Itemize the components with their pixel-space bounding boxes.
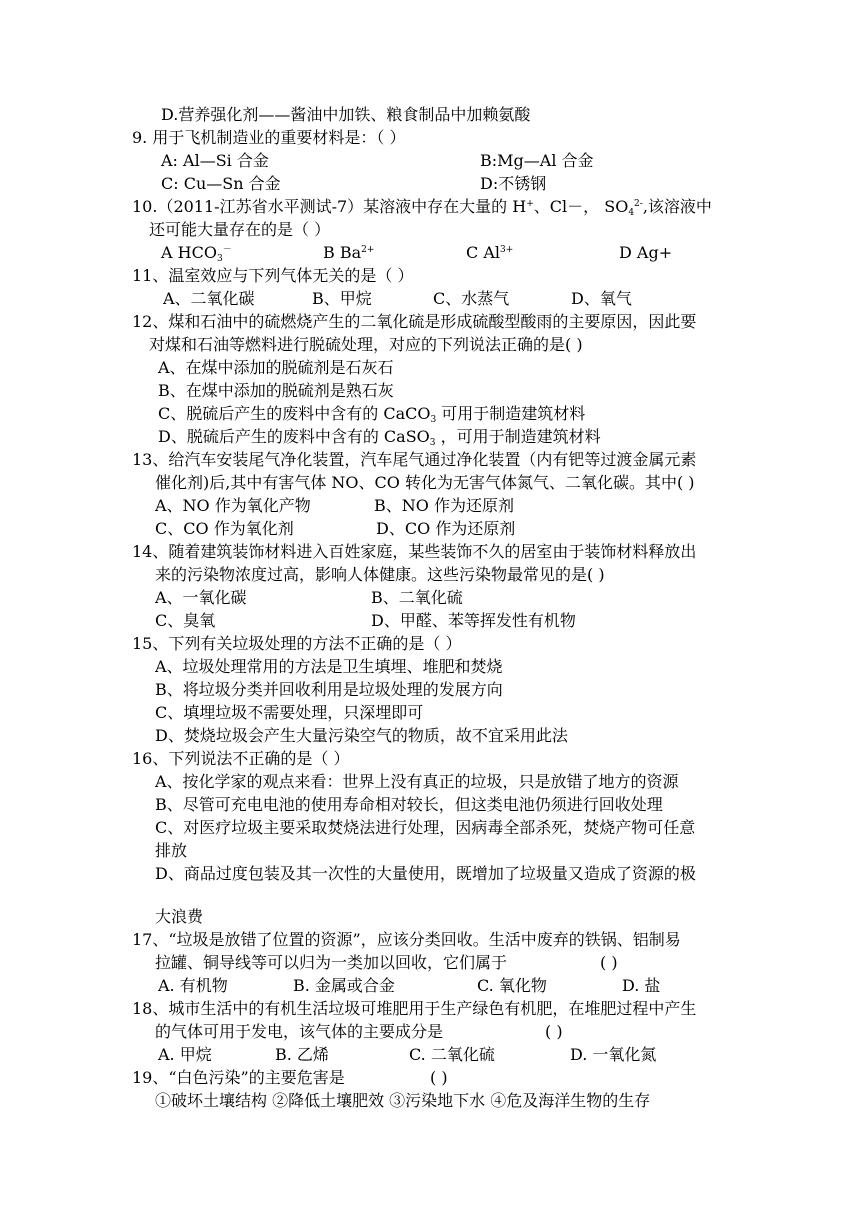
q9-stem: 9. 用于飞机制造业的重要材料是：（ ） [132, 128, 406, 147]
q19-answer-blank: ( ) [430, 1068, 448, 1087]
q16-option-d-line2: 大浪费 [155, 907, 204, 926]
q17-option-a: A. 有机物 [158, 976, 228, 995]
q11-option-a: A、二氧化碳 [163, 289, 255, 308]
q18-stem-line1: 18、城市生活中的有机生活垃圾可堆肥用于生产绿色有机肥，在堆肥过程中产生 [132, 999, 697, 1018]
q11-option-d: D、氧气 [571, 289, 632, 308]
q9-option-a: A: Al—Si 合金 [161, 151, 269, 170]
q10-option-c: C $Al^{3+}$ [466, 243, 514, 262]
q9-option-c: C: Cu—Sn 合金 [161, 174, 281, 193]
q15-option-b: B、将垃圾分类并回收利用是垃圾处理的发展方向 [155, 680, 503, 699]
q17-option-c: C. 氧化物 [477, 976, 547, 995]
q11-stem: 11、温室效应与下列气体无关的是（ ） [132, 266, 414, 285]
q15-option-d: D、焚烧垃圾会产生大量污染空气的物质，故不宜采用此法 [155, 726, 568, 745]
q12-stem-line2: 对煤和石油等燃料进行脱硫处理，对应的下列说法正确的是( ) [149, 335, 583, 354]
q13-stem-line1: 13、给汽车安装尾气净化装置，汽车尾气通过净化装置（内有钯等过渡金属元素 [132, 450, 697, 469]
q17-stem-line2: 拉罐、铜导线等可以归为一类加以回收，它们属于 [155, 953, 508, 972]
q13-option-c: C、CO 作为氧化剂 [155, 519, 294, 538]
q14-option-d: D、甲醛、苯等挥发性有机物 [371, 611, 576, 630]
q18-stem-line2: 的气体可用于发电，该气体的主要成分是 [155, 1022, 444, 1041]
q15-option-a: A、垃圾处理常用的方法是卫生填埋、堆肥和焚烧 [155, 657, 503, 676]
q19-stem: 19、“白色污染”的主要危害是 [132, 1068, 345, 1087]
q18-option-b: B. 乙烯 [275, 1045, 329, 1064]
q12-option-b: B、在煤中添加的脱硫剂是熟石灰 [158, 381, 394, 400]
q10-option-b: B $Ba^{2+}$ [323, 243, 375, 262]
q13-option-d: D、CO 作为还原剂 [376, 519, 516, 538]
q15-option-c: C、填埋垃圾不需要处理，只深埋即可 [155, 703, 424, 722]
q13-stem-line2: 催化剂)后,其中有害气体 NO、CO 转化为无害气体氮气、二氧化碳。其中( ) [155, 473, 695, 492]
q10-stem-line2: 还可能大量存在的是（ ） [149, 220, 331, 239]
q10-option-d: D Ag+ [619, 243, 673, 262]
q19-options: ①破坏土壤结构 ②降低土壤肥效 ③污染地下水 ④危及海洋生物的生存 [155, 1091, 651, 1110]
q14-option-c: C、臭氧 [155, 611, 216, 630]
q15-stem: 15、下列有关垃圾处理的方法不正确的是（ ） [132, 634, 462, 653]
q16-option-c-line2: 排放 [155, 841, 188, 860]
q16-stem: 16、下列说法不正确的是（ ） [132, 749, 350, 768]
q14-option-b: B、二氧化硫 [371, 588, 463, 607]
q18-option-c: C. 二氧化硫 [409, 1045, 495, 1064]
q17-option-d: D. 盐 [622, 976, 661, 995]
q14-stem-line2: 来的污染物浓度过高，影响人体健康。这些污染物最常见的是( ) [155, 565, 605, 584]
q12-option-a: A、在煤中添加的脱硫剂是石灰石 [158, 358, 394, 377]
q18-option-d: D. 一氧化氮 [570, 1045, 657, 1064]
q12-option-c: C、脱硫后产生的废料中含有的 CaCO$_3$ 可用于制造建筑材料 [158, 404, 586, 425]
q13-option-a: A、NO 作为氧化产物 [155, 496, 311, 515]
q16-option-b: B、尽管可充电电池的使用寿命相对较长，但这类电池仍须进行回收处理 [155, 795, 663, 814]
q10-stem-line1: 10.（2011-江苏省水平测试-7）某溶液中存在大量的 H+、Cl－， $SO_4^{2-}$,该溶液中 [132, 197, 712, 218]
q17-answer-blank: ( ) [600, 953, 618, 972]
q14-option-a: A、一氧化碳 [155, 588, 247, 607]
q10-option-a: A $HCO_3^-$ [161, 243, 232, 264]
q17-stem-line1: 17、“垃圾是放错了位置的资源”，应该分类回收。生活中废弃的铁锅、铝制易 [132, 930, 681, 949]
q18-option-a: A. 甲烷 [158, 1045, 212, 1064]
q8-option-d: D.营养强化剂——酱油中加铁、粮食制品中加赖氨酸 [161, 105, 531, 124]
q9-option-b: B:Mg—Al 合金 [480, 151, 594, 170]
q13-option-b: B、NO 作为还原剂 [374, 496, 514, 515]
q9-option-d: D:不锈钢 [480, 174, 547, 193]
q12-stem-line1: 12、煤和石油中的硫燃烧产生的二氧化硫是形成硫酸型酸雨的主要原因，因此要 [132, 312, 697, 331]
q11-option-b: B、甲烷 [312, 289, 372, 308]
q12-option-d: D、脱硫后产生的废料中含有的 CaSO$_3$ ，可用于制造建筑材料 [158, 427, 601, 448]
q14-stem-line1: 14、随着建筑装饰材料进入百姓家庭，某些装饰不久的居室由于装饰材料释放出 [132, 542, 697, 561]
q18-answer-blank: ( ) [545, 1022, 563, 1041]
q16-option-d-line1: D、商品过度包装及其一次性的大量使用，既增加了垃圾量又造成了资源的极 [155, 864, 696, 883]
q11-option-c: C、水蒸气 [433, 289, 510, 308]
q16-option-c-line1: C、对医疗垃圾主要采取焚烧法进行处理，因病毒全部杀死，焚烧产物可任意 [155, 818, 696, 837]
q16-option-a: A、按化学家的观点来看：世界上没有真正的垃圾，只是放错了地方的资源 [155, 772, 679, 791]
q17-option-b: B. 金属或合金 [293, 976, 395, 995]
